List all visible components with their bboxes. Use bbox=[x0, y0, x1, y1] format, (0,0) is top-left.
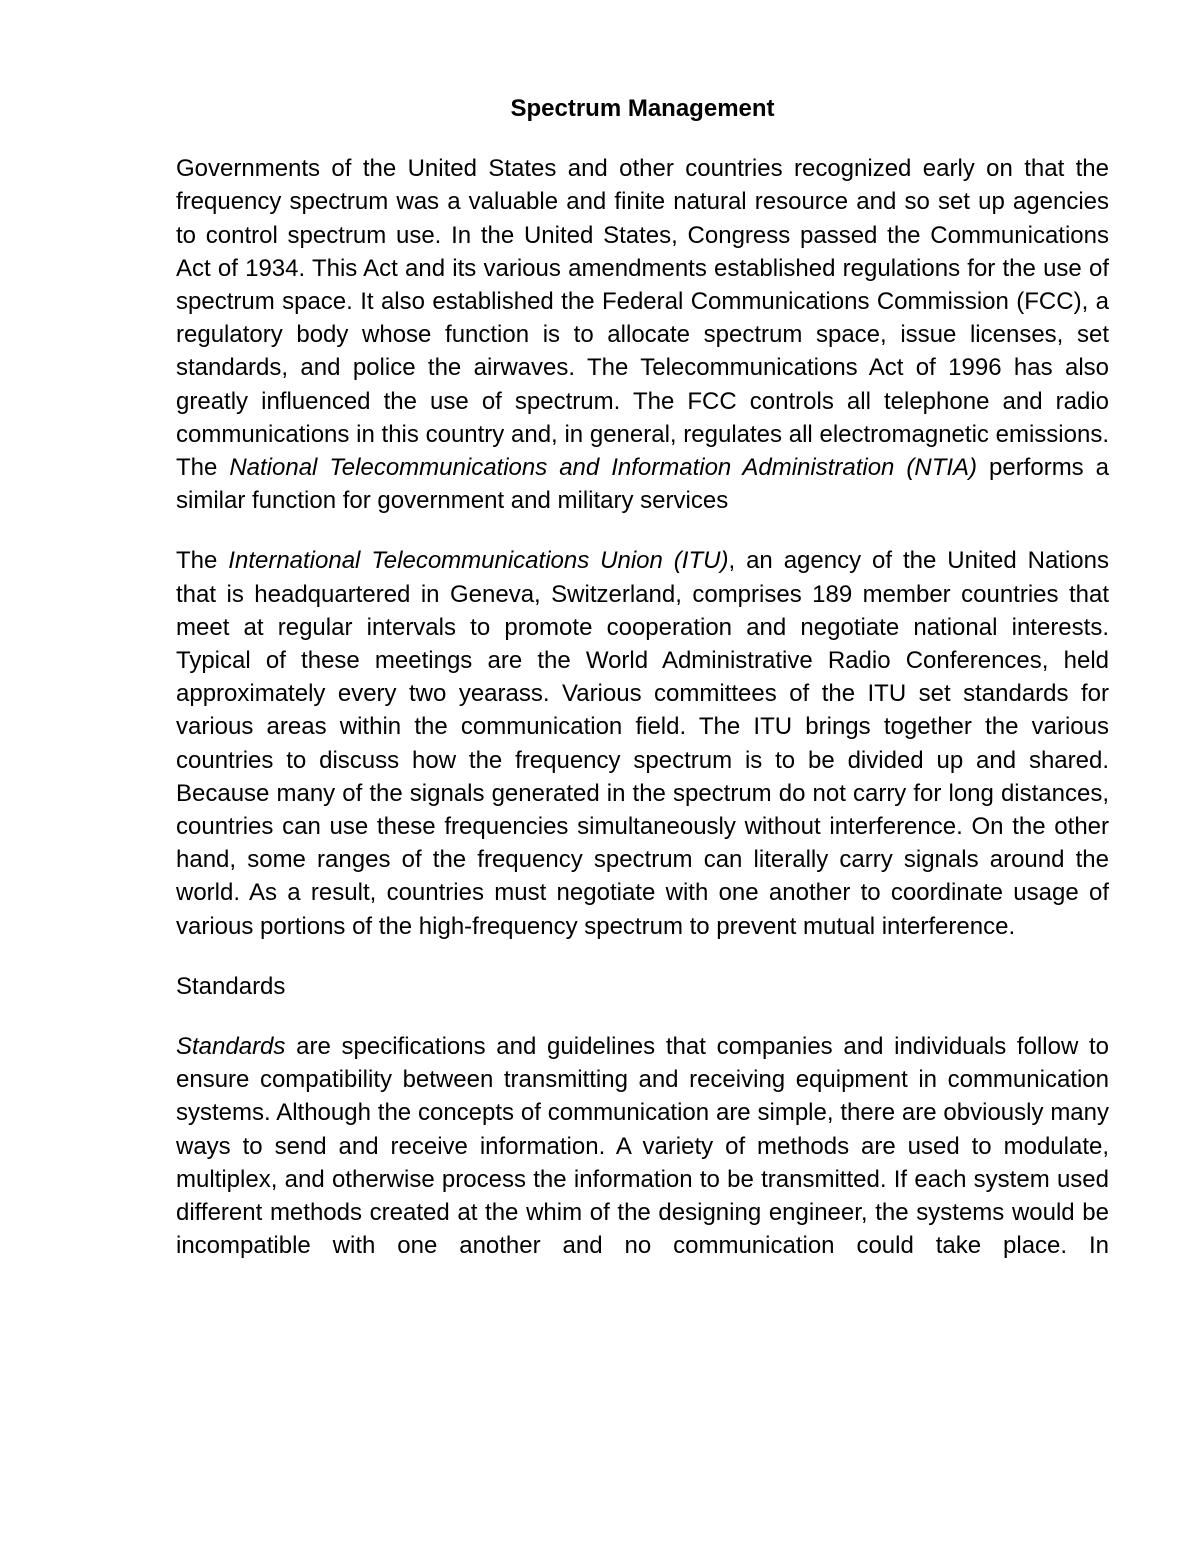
paragraph-2-text-a: The bbox=[176, 547, 229, 575]
paragraph-1-text-a: Governments of the United States and other countries recognized early on that the frequency spectrum was a valuable and finite natural resource and so set up agencies to control spectrum use. In the United States, Congress passed the Communications Act of 1934. This Act and its various amendments established regulations for the use of spectrum space. It also established the Federal Communications Commission (FCC), a regulatory body whose function is to allocate spectrum space, issue licenses, set standards, and police the airwaves. The Telecommunications Act of 1996 has also greatly influenced the use of spectrum. The FCC controls all telephone and radio communications in this country and, in general, regulates all electromagnetic emissions. The bbox=[176, 155, 1109, 482]
paragraph-2-text-b: , an agency of the United Nations that is headquartered in Geneva, Switzerland, comprises 189 member countries that meet at regular intervals to promote cooperation and negotiate national interests. Typical of these meetings are the World Administrative Radio Conferences, held approximately every two yearass. Various committees of the ITU set standards for various areas within the communication field. The ITU brings together the various countries to discuss how the frequency spectrum is to be divided up and shared. Because many of the signals generated in the spectrum do not carry for long distances, countries can use these frequencies simultaneously without interference. On the other hand, some ranges of the frequency spectrum can literally carry signals around the world. As a result, countries must negotiate with one another to coordinate usage of various portions of the high-frequency spectrum to prevent mutual interference. bbox=[176, 547, 1109, 940]
paragraph-1-italic-ntia: National Telecommunications and Information Administration (NTIA) bbox=[229, 454, 978, 482]
paragraph-1-text-b: performs a similar function for government and military services bbox=[176, 454, 1109, 515]
document-body bbox=[176, 92, 1109, 1290]
paragraph-standards bbox=[176, 1030, 1109, 1262]
paragraph-spectrum-agencies bbox=[176, 152, 1109, 517]
paragraph-itu bbox=[176, 544, 1109, 942]
section-heading-standards: Standards bbox=[176, 972, 286, 1000]
document-title: Spectrum Management bbox=[510, 95, 775, 122]
paragraph-2-italic-itu: International Telecommunications Union (ITU) bbox=[228, 547, 729, 575]
paragraph-3-italic-standards: Standards bbox=[176, 1033, 286, 1061]
paragraph-3-text: are specifications and guidelines that companies and individuals follow to ensure compatibility between transmitting and receiving equipment in communication systems. Although the concepts of communication are simple, there are obviously many ways to send and receive information. A variety of methods are used to modulate, multiplex, and otherwise process the information to be transmitted. If each system used different methods created at the whim of the designing engineer, the systems would be incompatible with one another and no communication could take place. In bbox=[176, 1033, 1109, 1260]
